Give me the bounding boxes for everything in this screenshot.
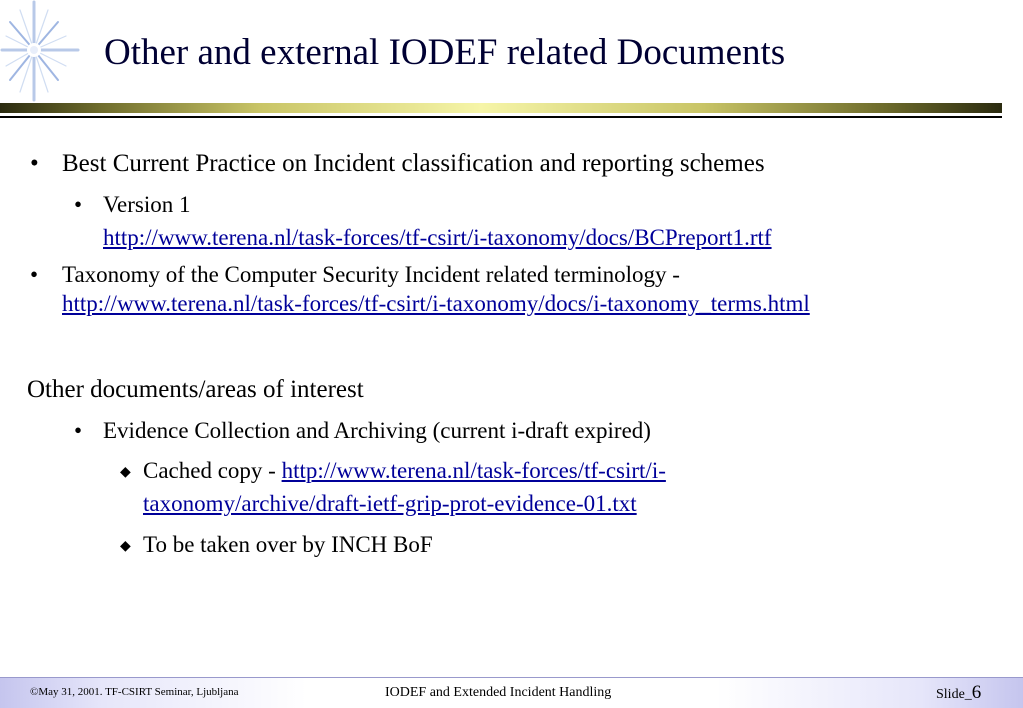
footer-presentation-title: IODEF and Extended Incident Handling bbox=[385, 685, 612, 700]
diamond-bullet-icon: ◆ bbox=[120, 539, 131, 554]
starburst-icon bbox=[0, 0, 80, 104]
sub-item-inch-bof: To be taken over by INCH BoF bbox=[143, 532, 433, 557]
slide-label: Slide_ bbox=[936, 687, 972, 702]
sub-item-evidence: Evidence Collection and Archiving (current i-draft expired) bbox=[103, 418, 651, 443]
sub-item-version: Version 1 bbox=[103, 192, 191, 217]
taxonomy-terms-link[interactable]: http://www.terena.nl/task-forces/tf-csirt/i-taxonomy/docs/i-taxonomy_terms.html bbox=[62, 291, 810, 316]
sub-bullet-dot: • bbox=[74, 418, 83, 443]
cached-copy-label: Cached copy - bbox=[143, 458, 282, 483]
diamond-bullet-icon: ◆ bbox=[120, 465, 131, 480]
footer-rule bbox=[0, 677, 1023, 678]
bullet-item-bcp: Best Current Practice on Incident classification and reporting schemes bbox=[62, 150, 765, 177]
sub-bullet-dot: • bbox=[74, 192, 83, 217]
bullet-dot: • bbox=[30, 150, 39, 177]
section-heading-other-docs: Other documents/areas of interest bbox=[27, 376, 364, 403]
slide-title: Other and external IODEF related Documents bbox=[104, 32, 786, 73]
bcp-report-link[interactable]: http://www.terena.nl/task-forces/tf-csirt/i-taxonomy/docs/BCPreport1.rtf bbox=[103, 225, 772, 250]
slide-number: 6 bbox=[971, 682, 982, 703]
title-gradient-rule bbox=[0, 103, 1002, 113]
footer-slide-number bbox=[936, 682, 981, 704]
title-underline bbox=[0, 116, 1002, 118]
bullet-dot: • bbox=[30, 262, 39, 287]
footer-copyright: ©May 31, 2001. TF-CSIRT Seminar, Ljubljana bbox=[30, 686, 239, 698]
cached-copy-link[interactable]: http://www.terena.nl/task-forces/tf-csirt/i- bbox=[281, 458, 666, 483]
bullet-item-taxonomy: Taxonomy of the Computer Security Incident related terminology - bbox=[62, 262, 680, 287]
cached-copy-link-continued[interactable]: taxonomy/archive/draft-ietf-grip-prot-evidence-01.txt bbox=[143, 491, 637, 516]
